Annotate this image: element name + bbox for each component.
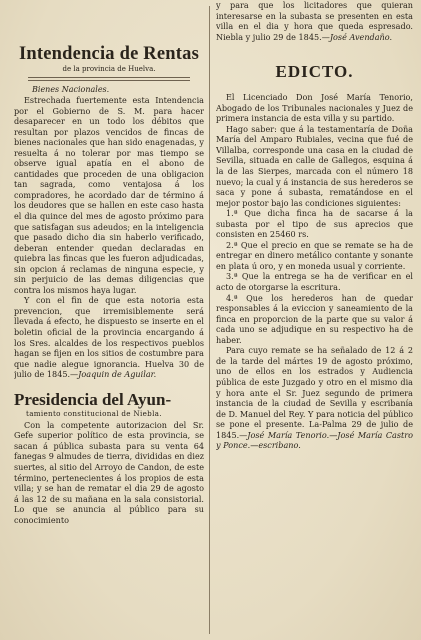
title-separator [28, 77, 190, 81]
edicto-paragraph-1: El Licenciado Don José María Tenorio, Abogado de los Tribunales nacionales y Juez de primera instancia de esta villa y su partido. [216, 92, 413, 124]
intendencia-paragraph-1: Estrechada fuertemente esta Intendencia por el Gobierno de S. M. para hacer desaparecer en un todo los débitos que resultan por plazos vencidos de fincas de bienes nacionales que han sido enagenadas, y resuelta á no tolerar por mas tiempo se observe igual apatía en el abono de cantidades que proceden de una obligacion tan sagrada, como ventajosa á los compradores, he acordado dar de término á los deudores que se hallen en este caso hasta el dia quince del mes de agosto próximo para que satisfagan sus adeudos; en la inteligencia que pasado dicho dia sin haberlo verificado, deberan entender quedan declaradas en quiebra las fincas que les fueron adjudicadas, sin opcion á reclamas de ninguna especie, y sin perjuicio de las demas diligencias que contra los mismos haya lugar. [14, 95, 204, 295]
intendencia-title: Intendencia de Rentas [19, 44, 199, 64]
column-rule [209, 6, 210, 634]
edicto-condition-3: 3.ª Que la entrega se ha de verificar en el acto de otorgarse la escritura. [216, 271, 413, 293]
right-column [216, 0, 413, 640]
edicto-closing-signature: José María Tenorio.—José María Castro y Ponce.—escribano. [216, 429, 413, 451]
continuation-block [216, 0, 413, 42]
edicto-condition-2: 2.ª Que el precio en que se remate se ha de entregar en dinero metálico contante y sonante en plata ú oro, y en moneda usual y corriente. [216, 239, 413, 271]
presidencia-title: Presidencia del Ayun- [14, 389, 172, 409]
edicto-closing-paragraph [216, 345, 413, 450]
presidencia-paragraph: Con la competente autorizacion del Sr. Gefe superior político de esta provincia, se sacan á pública subasta para su venta 64 fanegas 9 almudes de tierra, divididas en diez suertes, al sitio del Arroyo de Candon, de este término, pertenecientes á los propios de esta villa; y se han de rematar el dia 29 de agosto á las 12 de su mañana en la sala consistorial. Lo que se anuncia al público para su conocimiento [14, 419, 204, 525]
continuation-signature: José Avendaño. [329, 31, 393, 42]
intendencia-signature: Joaquin de Aguilar. [78, 369, 157, 380]
left-column [14, 0, 204, 640]
presidencia-subtitle: tamiento constitucional de Niebla. [26, 408, 162, 418]
edicto-heading: EDICTO. [275, 62, 354, 82]
edicto-condition-4: 4.ª Que los herederos han de quedar responsables á la eviccion y saneamiento de la finca en proporcion de la parte que su valor á cada uno se adjudique en su respectivo ha de haber. [216, 292, 413, 345]
intendencia-subtitle: de la provincia de Huelva. [62, 65, 156, 73]
continuation-text: y para que los licitadores que quieran interesarse en la subasta se presenten en esta villa en el dia y hora que queda espresado. Niebla y julio 29 de 1845.— [216, 0, 413, 42]
edicto-condition-1: 1.ª Que dicha finca ha de sacarse á la subasta por el tipo de sus aprecios que consisten en 25460 rs. [216, 208, 413, 240]
continuation-paragraph [216, 0, 413, 42]
section-heading: Bienes Nacionales. [32, 85, 110, 94]
edicto-closing-text: Para cuyo remate se ha señalado de 12 á 2 de la tarde del mártes 19 de agosto próximo, uno de ellos en los estrados y Audiencia pública de este Juzgado y otro en el mismo dia y hora ante el Sr. Juez segundo de primera instancia de la ciudad de Sevilla y escribanía de D. Manuel del Rey. Y para noticia del público se pone el presente. La-Palma 29 de julio de 1845.— [216, 345, 413, 440]
intendencia-paragraph-2 [14, 295, 204, 379]
edicto-paragraph-2: Hago saber: que á la testamentaría de Doña María del Amparo Rubiales, vecina que fué de Villalba, corresponde una casa en la ciudad de Sevilla, situada en calle de Gallegos, esquina á la de las Sierpes, marcada con el número 18 nuevo; la cual y á instancia de sus herederos se saca y pone á subasta, rematándose en el mejor postor bajo las condiciones siguientes: [216, 123, 413, 208]
intendencia-paragraph-2-text: Y con el fin de que esta notoria esta prevencion, que irremisiblemente será llevada á efecto, he dispuesto se inserte en el boletin oficial de la provincia encargando á los Sres. alcaldes de los respectivos pueblos hagan se fijen en los sitios de costumbre para que nadie alegue ignorancia. Huelva 30 de julio de 1845.— [14, 295, 204, 380]
